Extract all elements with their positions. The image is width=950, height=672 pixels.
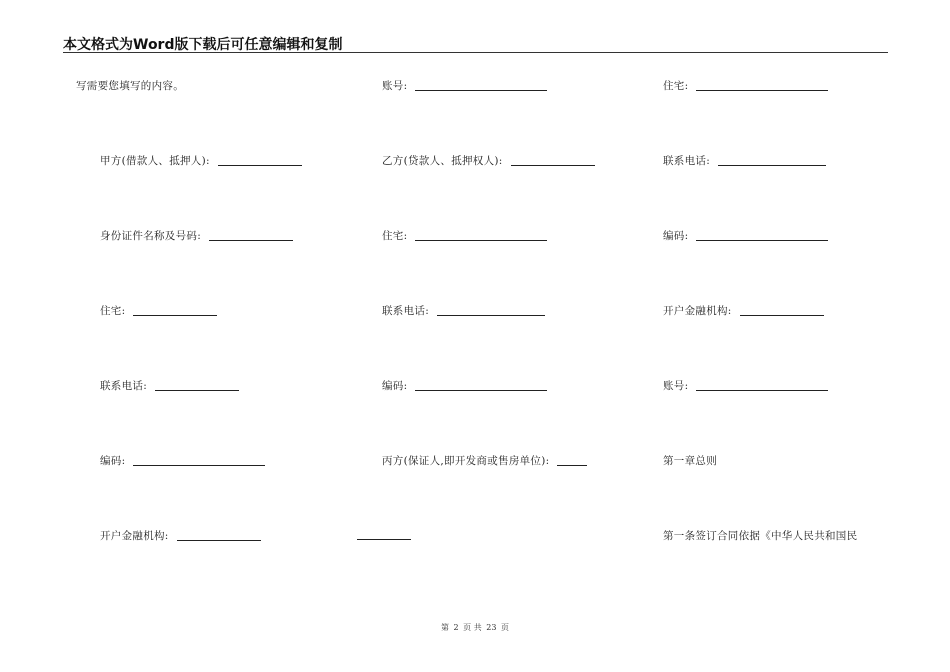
a-postcode-label: 编码: — [100, 455, 126, 467]
c-bank-label: 开户金融机构: — [663, 305, 732, 317]
header-title: 本文格式为Word版下载后可任意编辑和复制 — [63, 37, 343, 53]
a-address-label: 住宅: — [100, 305, 126, 317]
party-c-field — [382, 454, 587, 468]
party-c-continued-blank[interactable] — [357, 539, 411, 540]
b-postcode-label: 编码: — [382, 380, 408, 392]
a-phone-blank[interactable] — [155, 380, 239, 391]
c-phone-field — [663, 154, 826, 168]
c-account-label: 账号: — [663, 380, 689, 392]
a-phone-label: 联系电话: — [100, 380, 148, 392]
footer-prefix: 第 — [440, 623, 449, 632]
c-phone-label: 联系电话: — [663, 155, 711, 167]
b-postcode-blank[interactable] — [415, 380, 547, 391]
c-address-label: 住宅: — [663, 80, 689, 92]
chapter-one-label: 第一章总则 — [663, 455, 717, 467]
party-a-field — [100, 154, 302, 168]
c-phone-blank[interactable] — [718, 155, 826, 166]
footer-current-page: 2 — [453, 623, 459, 632]
article-one-label: 第一条签订合同依据《中华人民共和国民 — [663, 530, 858, 542]
a-id-label: 身份证件名称及号码: — [100, 230, 202, 242]
b-address-field — [382, 229, 547, 243]
party-b-field — [382, 154, 595, 168]
b-address-label: 住宅: — [382, 230, 408, 242]
b-address-blank[interactable] — [415, 230, 547, 241]
c-address-blank[interactable] — [696, 80, 828, 91]
b-phone-label: 联系电话: — [382, 305, 430, 317]
a-postcode-field — [100, 454, 265, 468]
a-id-field — [100, 229, 293, 243]
header-rule — [63, 52, 888, 53]
party-a-label: 甲方(借款人、抵押人): — [100, 155, 210, 167]
party-c-label: 丙方(保证人,即开发商或售房单位): — [382, 455, 550, 467]
footer-middle: 页 共 — [463, 623, 482, 632]
c-bank-blank[interactable] — [740, 305, 824, 316]
intro-text — [76, 79, 184, 93]
footer-total-pages: 23 — [486, 623, 497, 632]
c-postcode-blank[interactable] — [696, 230, 828, 241]
a-bank-label: 开户金融机构: — [100, 530, 169, 542]
a-id-blank[interactable] — [209, 230, 293, 241]
a-bank-field — [100, 529, 261, 543]
article-one-text — [663, 529, 857, 543]
c-account-blank[interactable] — [696, 380, 828, 391]
a-address-blank[interactable] — [133, 305, 217, 316]
b-phone-field — [382, 304, 545, 318]
chapter-one-heading — [663, 454, 717, 468]
c-postcode-field — [663, 229, 828, 243]
footer-suffix: 页 — [501, 623, 509, 632]
b-account-field — [382, 79, 547, 93]
b-phone-blank[interactable] — [437, 305, 545, 316]
party-c-blank[interactable] — [557, 455, 587, 466]
c-account-field — [663, 379, 828, 393]
b-account-blank[interactable] — [415, 80, 547, 91]
a-address-field — [100, 304, 217, 318]
party-b-label: 乙方(贷款人、抵押权人): — [382, 155, 503, 167]
party-b-blank[interactable] — [511, 155, 595, 166]
a-phone-field — [100, 379, 239, 393]
c-bank-field — [663, 304, 824, 318]
b-account-label: 账号: — [382, 80, 408, 92]
a-postcode-blank[interactable] — [133, 455, 265, 466]
page-footer — [0, 622, 950, 633]
c-address-field — [663, 79, 828, 93]
intro-label: 写需要您填写的内容。 — [76, 80, 184, 92]
a-bank-blank[interactable] — [177, 530, 261, 541]
b-postcode-field — [382, 379, 547, 393]
c-postcode-label: 编码: — [663, 230, 689, 242]
party-a-blank[interactable] — [218, 155, 302, 166]
